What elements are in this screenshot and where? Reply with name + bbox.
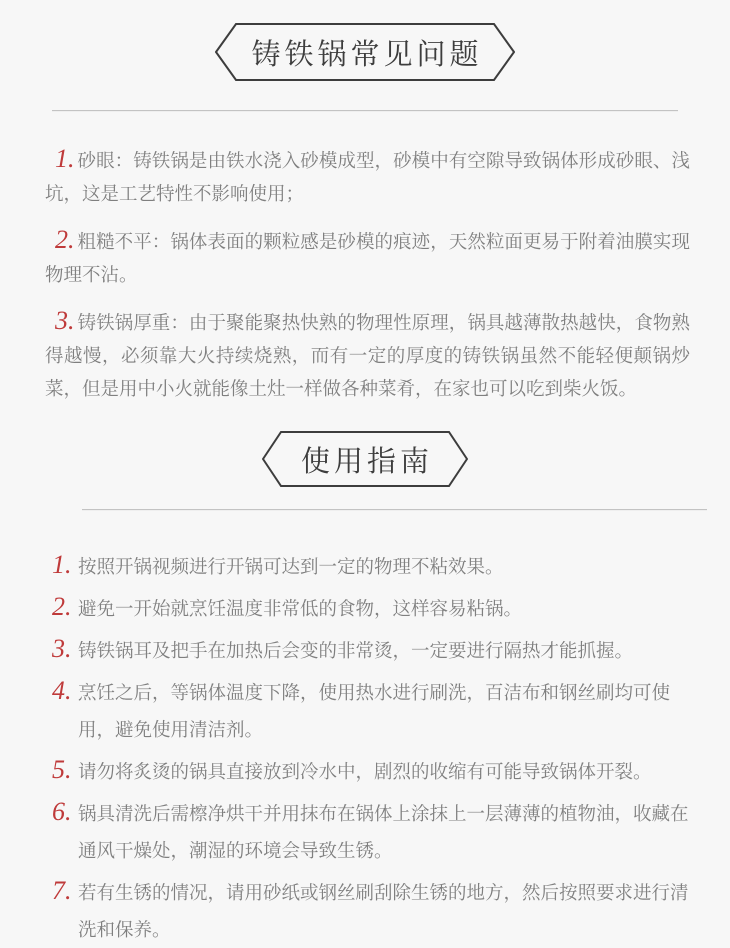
item-text: 请勿将炙烫的锅具直接放到冷水中，剧烈的收缩有可能导致锅体开裂。 xyxy=(78,761,652,782)
item-number: 7. xyxy=(52,876,72,905)
item-lead: 砂眼： xyxy=(77,150,134,171)
guide-item xyxy=(52,872,730,948)
faq-section-title: 铸铁锅常见问题 xyxy=(251,38,483,71)
guide-item xyxy=(52,793,730,869)
item-text: 按照开锅视频进行开锅可达到一定的物理不粘效果。 xyxy=(78,556,504,577)
faq-title-badge xyxy=(215,23,515,81)
faq-item xyxy=(45,223,690,291)
faq-item xyxy=(45,142,690,210)
product-description-page xyxy=(0,23,730,943)
faq-section xyxy=(45,142,690,405)
item-number: 3. xyxy=(55,306,75,335)
item-number: 2. xyxy=(52,592,72,621)
item-text: 铸铁锅耳及把手在加热后会变的非常烫，一定要进行隔热才能抓握。 xyxy=(78,640,634,661)
section-divider xyxy=(52,110,678,112)
item-number: 5. xyxy=(52,755,72,784)
item-number: 3. xyxy=(52,634,72,663)
guide-item xyxy=(52,751,730,790)
item-text: 避免一开始就烹饪温度非常低的食物，这样容易粘锅。 xyxy=(78,598,523,619)
item-lead: 铸铁锅厚重： xyxy=(77,312,189,333)
guide-section xyxy=(52,546,730,948)
section-divider xyxy=(82,509,707,511)
guide-item xyxy=(52,672,730,748)
item-lead: 粗糙不平： xyxy=(77,231,171,252)
item-text: 锅体表面的颗粒感是砂模的痕迹，天然粒面更易于附着油膜实现物理不沾。 xyxy=(45,231,690,285)
item-number: 1. xyxy=(55,144,75,173)
item-text: 若有生锈的情况，请用砂纸或钢丝刷刮除生锈的地方，然后按照要求进行清洗和保养。 xyxy=(78,882,689,940)
item-number: 1. xyxy=(52,550,72,579)
item-number: 4. xyxy=(52,676,72,705)
guide-item xyxy=(52,546,730,585)
item-number: 6. xyxy=(52,797,72,826)
guide-item xyxy=(52,630,730,669)
guide-title-badge xyxy=(262,431,468,487)
guide-item xyxy=(52,588,730,627)
item-text: 烹饪之后，等锅体温度下降，使用热水进行刷洗，百洁布和钢丝刷均可使用，避免使用清洁剂。 xyxy=(78,682,671,740)
item-text: 由于聚能聚热快熟的物理性原理，锅具越薄散热越快，食物熟得越慢，必须靠大火持续烧熟，而有一定的厚度的铸铁锅虽然不能轻便颠锅炒菜，但是用中小火就能像土灶一样做各种菜肴，在家也可以吃到柴火饭。 xyxy=(45,312,690,399)
item-text: 铸铁锅是由铁水浇入砂模成型，砂模中有空隙导致锅体形成砂眼、浅坑，这是工艺特性不影响使用； xyxy=(45,150,690,204)
item-text: 锅具清洗后需檫净烘干并用抹布在锅体上涂抹上一层薄薄的植物油，收藏在通风干燥处，潮湿的环境会导致生锈。 xyxy=(78,803,689,861)
guide-section-title: 使用指南 xyxy=(300,445,433,478)
item-number: 2. xyxy=(55,225,75,254)
faq-item xyxy=(45,304,690,405)
